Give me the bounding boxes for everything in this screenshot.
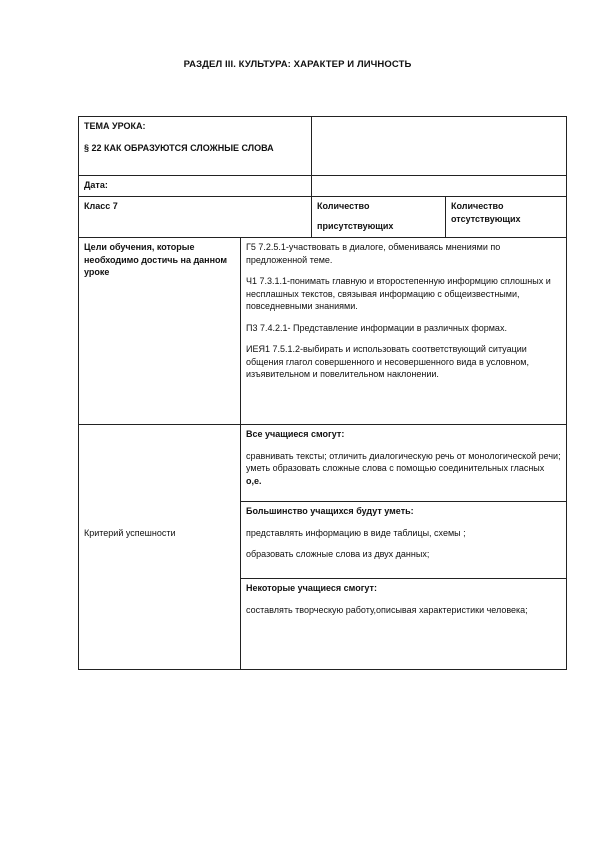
date-value-cell (312, 176, 567, 197)
criteria-row-all (79, 425, 567, 502)
absent-label-1: Количество (451, 201, 504, 211)
section-title: РАЗДЕЛ III. КУЛЬТУРА: ХАРАКТЕР И ЛИЧНОСТЬ (183, 59, 412, 70)
class-cell (79, 197, 312, 238)
goal-item: Г5 7.2.5.1-участвовать в диалоге, обмениваясь мнениями по предложенной теме. (246, 242, 501, 265)
criteria-all-text: сравнивать тексты; отличить диалогическую речь от монологической речи; уметь образовать сложные слова с помощью соединительных гласных (246, 450, 561, 473)
criteria-most-cell (241, 502, 567, 579)
goals-row (79, 238, 567, 425)
topic-row (79, 117, 567, 176)
date-label: Дата: (84, 180, 108, 190)
lesson-plan-table (78, 116, 567, 670)
criteria-all-heading: Все учащиеся смогут: (246, 429, 345, 439)
class-row (79, 197, 567, 238)
goal-item: П3 7.4.2.1- Представление информации в различных формах. (246, 322, 507, 333)
criteria-some-heading: Некоторые учащиеся смогут: (246, 583, 377, 593)
goal-item: Ч1 7.3.1.1-понимать главную и второстепенную информцию сплошных и несплашных текстов, связывая информацию с общеизвестными, повседневными знаниями. (246, 276, 551, 311)
goal-item: ИЕЯ1 7.5.1.2-выбирать и использовать соответствующий ситуации общения глагол совершенного и несовершенного вида в условном, изъявительном и повелительном наклонении. (246, 344, 529, 379)
criteria-all-bold-tail: о,е. (246, 475, 262, 486)
absent-count-cell (446, 197, 567, 238)
absent-label-2: отсутствующих (451, 213, 521, 224)
present-label-1: Количество (317, 201, 370, 211)
present-label-2: присутствующих (317, 220, 394, 231)
topic-cell (79, 117, 312, 176)
date-row (79, 176, 567, 197)
goals-label-cell (79, 238, 241, 425)
criteria-all-cell (241, 425, 567, 502)
topic-title: § 22 КАК ОБРАЗУЮТСЯ СЛОЖНЫЕ СЛОВА (84, 142, 274, 153)
criteria-most-line1: представлять информацию в виде таблицы, схемы ; (246, 527, 466, 538)
goals-label: Цели обучения, которые необходимо достичь на данном уроке (84, 242, 228, 277)
criteria-label: Критерий успешности (84, 528, 176, 538)
criteria-label-cell (79, 425, 241, 670)
criteria-all-text-wrap (246, 450, 561, 488)
criteria-most-line2: образовать сложные слова из двух данных; (246, 549, 430, 559)
class-label: Класс 7 (84, 201, 118, 211)
topic-label: ТЕМА УРОКА: (84, 121, 146, 131)
goals-list-cell (241, 238, 567, 425)
present-count-cell (312, 197, 446, 238)
criteria-some-text: составлять творческую работу,описывая характеристики человека; (246, 604, 528, 615)
criteria-some-cell (241, 579, 567, 670)
date-cell (79, 176, 312, 197)
criteria-most-heading: Большинство учащихся будут уметь: (246, 506, 414, 516)
topic-empty-cell (312, 117, 567, 176)
